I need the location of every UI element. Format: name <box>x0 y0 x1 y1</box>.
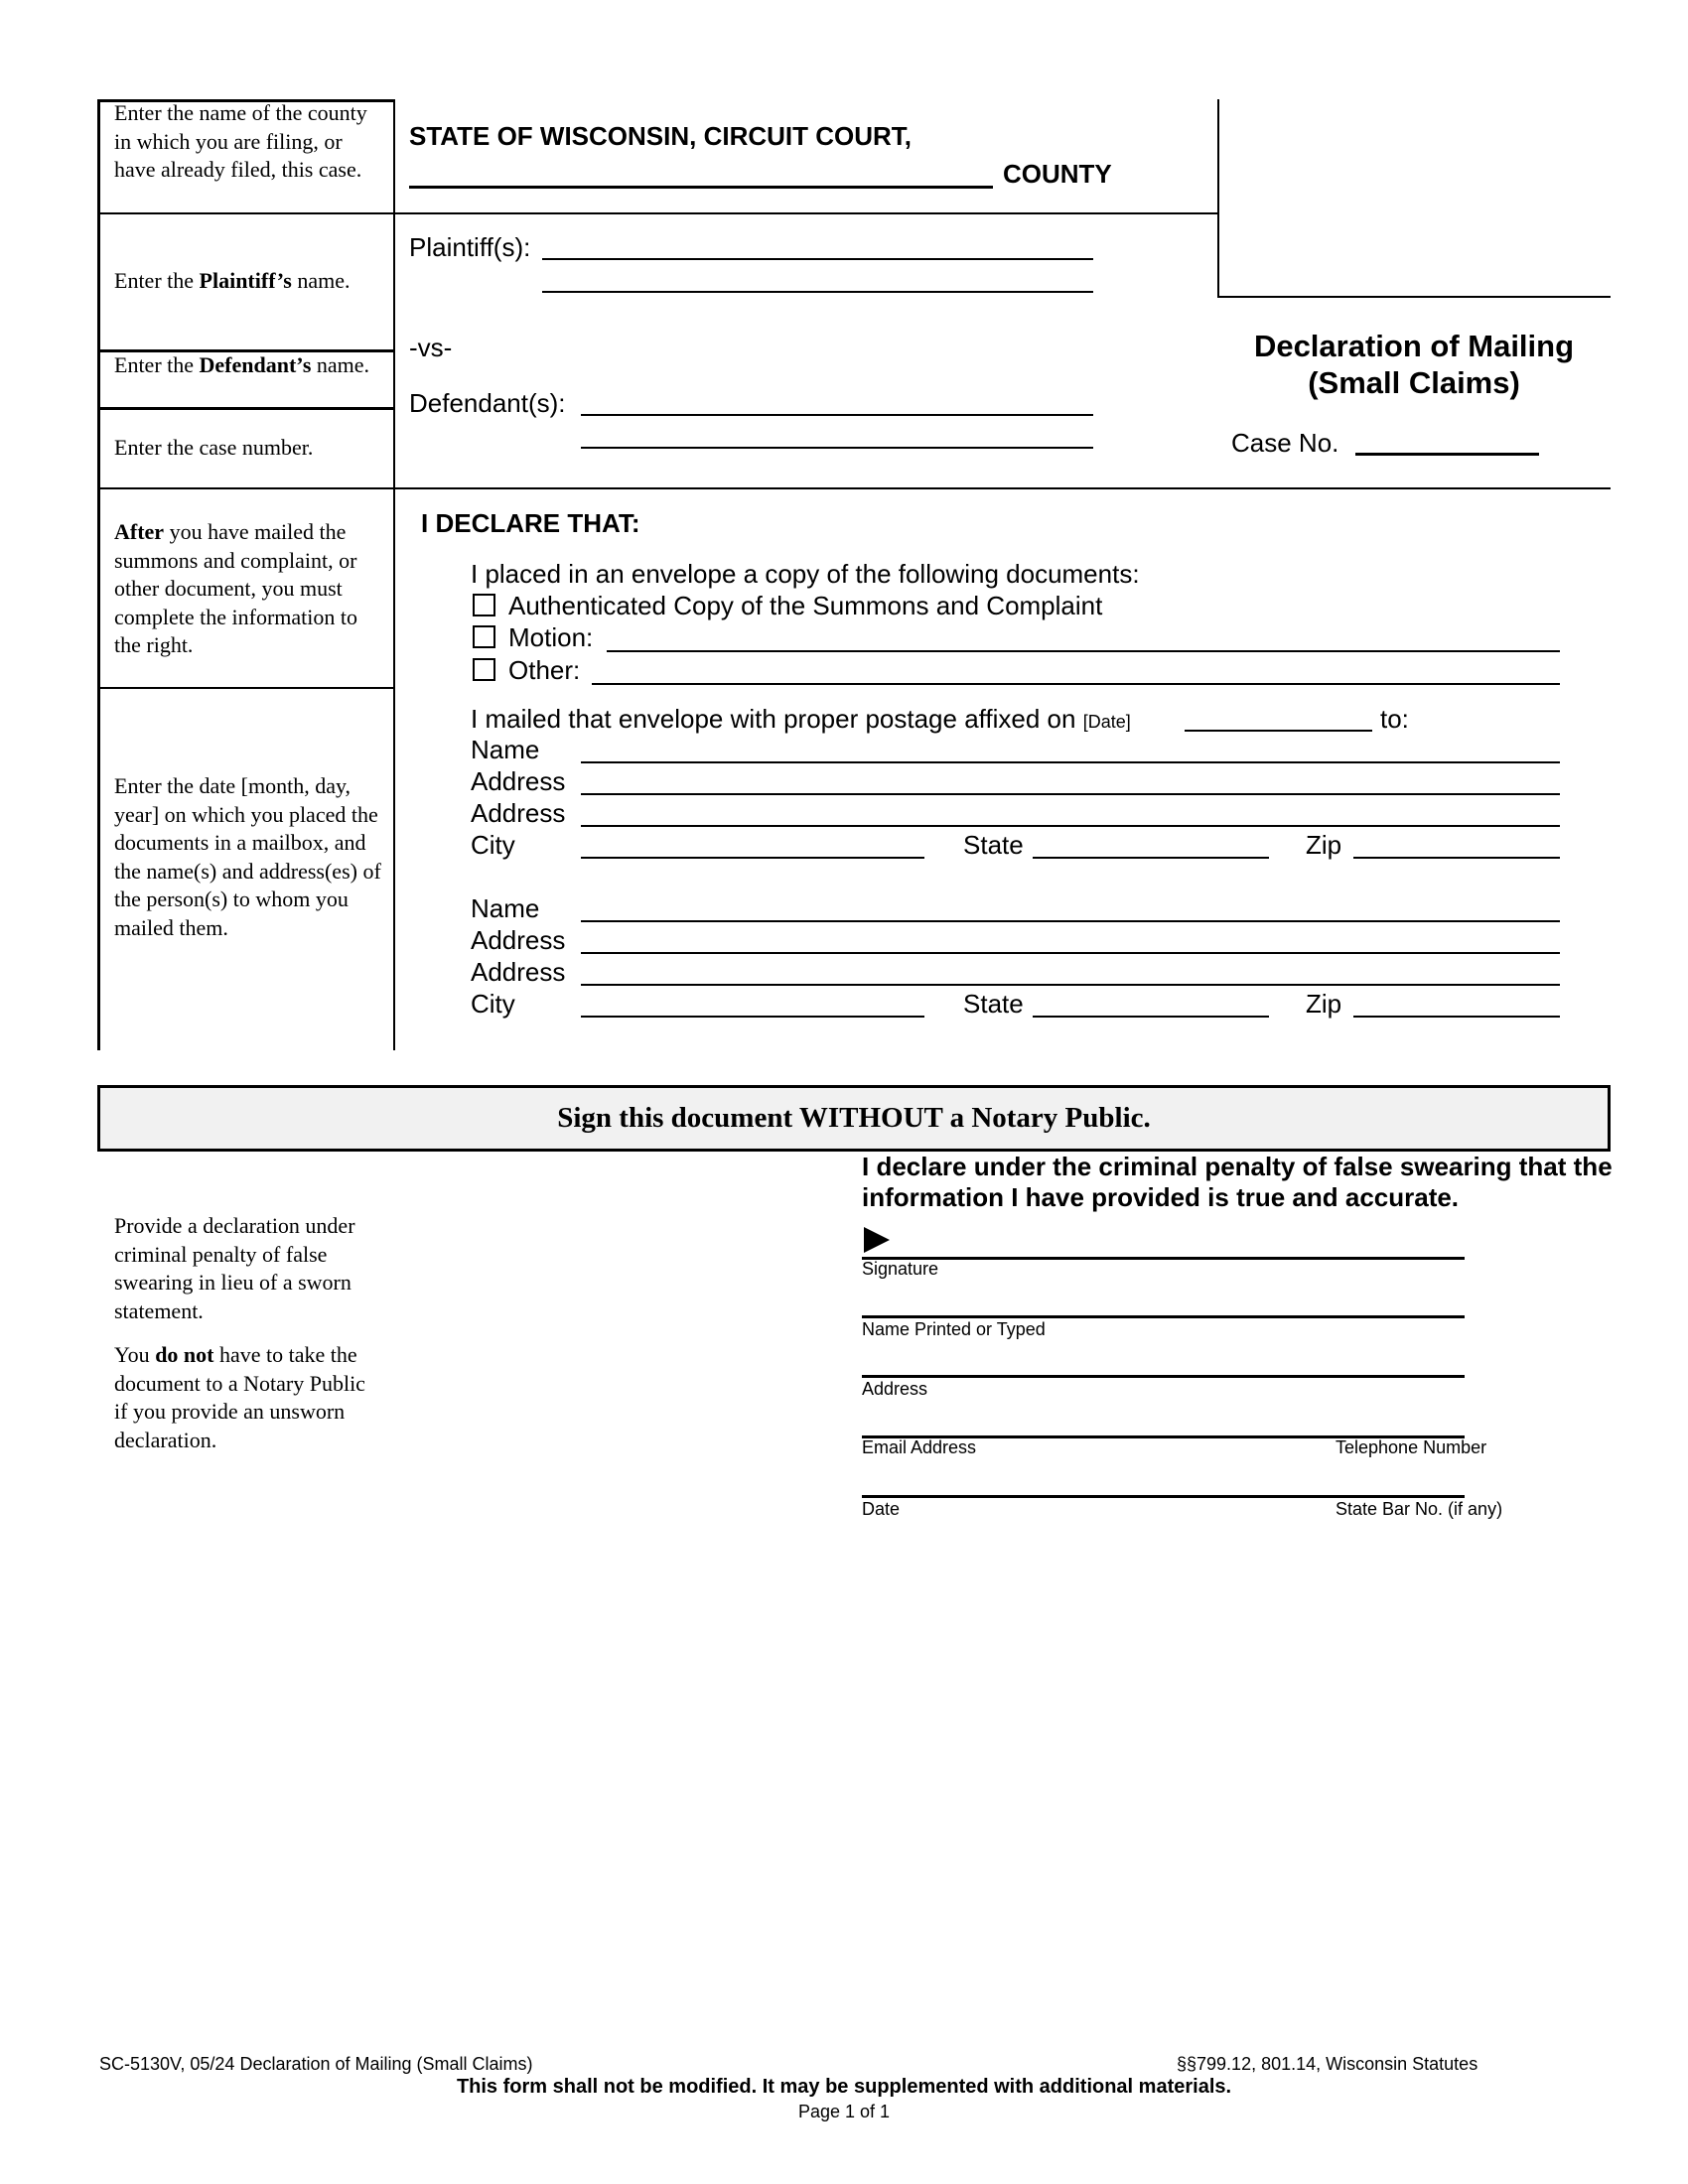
mailed-text <box>471 704 1131 737</box>
motion-input[interactable] <box>607 650 1560 652</box>
sign-banner: Sign this document WITHOUT a Notary Public. <box>97 1085 1611 1152</box>
column-divider <box>393 99 395 1050</box>
address-label: Address <box>471 798 566 828</box>
defendant-input[interactable] <box>581 414 1093 416</box>
form-title <box>1217 328 1611 401</box>
hint-text: Enter the <box>114 352 200 377</box>
option-label: Authenticated Copy of the Summons and Complaint <box>508 591 1103 620</box>
recipient-1-city-input[interactable] <box>581 857 924 859</box>
after-hint <box>114 518 382 660</box>
state-bar-label: State Bar No. (if any) <box>1336 1499 1503 1519</box>
name-label: Name <box>471 735 540 764</box>
motion-checkbox[interactable] <box>473 625 495 648</box>
name-label: Name <box>471 893 540 923</box>
recipient-1-address2-input[interactable] <box>581 825 1560 827</box>
divider <box>1217 99 1219 297</box>
sign-hint-2 <box>114 1341 382 1454</box>
hint-text: you have mailed the summons and complaint, or other document, you must complete the information to the right. <box>114 519 357 657</box>
name-printed-label: Name Printed or Typed <box>862 1319 1046 1339</box>
other-checkbox[interactable] <box>473 658 495 681</box>
county-label: COUNTY <box>1003 159 1112 189</box>
recipient-2-address2-input[interactable] <box>581 984 1560 986</box>
date-label: Date <box>862 1499 901 1519</box>
recipient-1-state-input[interactable] <box>1033 857 1269 859</box>
defendant-hint <box>114 351 382 380</box>
recipient-1-name-input[interactable] <box>581 761 1560 763</box>
case-no-input[interactable] <box>1355 453 1539 456</box>
recipient-2-city-input[interactable] <box>581 1016 924 1018</box>
telephone-label: Telephone Number <box>1336 1437 1487 1457</box>
defendant-label: Defendant(s): <box>409 388 566 418</box>
hint-text: name. <box>311 352 370 377</box>
recipient-1-zip-input[interactable] <box>1353 857 1560 859</box>
plaintiff-hint <box>114 267 392 296</box>
sign-hint-1: Provide a declaration under criminal penalty of false swearing in lieu of a sworn statement. <box>114 1213 355 1323</box>
court-name: STATE OF WISCONSIN, CIRCUIT COURT, <box>409 121 913 151</box>
vs-label: -vs- <box>409 333 453 362</box>
divider <box>97 687 395 689</box>
recipient-2-state-input[interactable] <box>1033 1016 1269 1018</box>
divider <box>97 407 395 410</box>
divider <box>97 212 1217 214</box>
email-label: Email Address <box>862 1437 977 1457</box>
divider <box>97 487 1611 489</box>
recipient-2-zip-input[interactable] <box>1353 1016 1560 1018</box>
name-printed-input[interactable] <box>862 1315 1465 1318</box>
hint-text: You <box>114 1342 156 1367</box>
state-label: State <box>963 830 1024 860</box>
mailed-label: I mailed that envelope with proper postage affixed on <box>471 704 1083 734</box>
left-border <box>97 99 100 1050</box>
date-bar-input[interactable] <box>862 1495 1465 1498</box>
option-label: Other: <box>508 655 581 685</box>
hint-bold: do not <box>155 1342 214 1367</box>
option-label: Motion: <box>508 622 594 652</box>
signer-address-input[interactable] <box>862 1375 1465 1378</box>
recipient-2-name-input[interactable] <box>581 920 1560 922</box>
summons-checkbox[interactable] <box>473 594 495 616</box>
plaintiff-input-2[interactable] <box>542 291 1093 293</box>
address-label: Address <box>471 957 566 987</box>
title-line: (Small Claims) <box>1308 365 1520 400</box>
hint-text: name. <box>291 268 351 293</box>
hint-text: have to take the document to a Notary Public if you provide an unsworn declaration. <box>114 1342 365 1452</box>
date-hint-label: [Date] <box>1082 712 1131 732</box>
recipient-2-address-input[interactable] <box>581 952 1560 954</box>
statutes: §§799.12, 801.14, Wisconsin Statutes <box>1177 2054 1478 2074</box>
signature-input[interactable] <box>862 1257 1465 1260</box>
address-label: Address <box>471 766 566 796</box>
address-label: Address <box>862 1379 928 1399</box>
hint-bold: Defendant’s <box>199 352 312 377</box>
county-hint: Enter the name of the county in which you are filing, or have already filed, this case. <box>114 100 367 182</box>
declare-intro: I placed in an envelope a copy of the following documents: <box>471 559 1140 589</box>
recipient-1-address-input[interactable] <box>581 793 1560 795</box>
date-hint: Enter the date [month, day, year] on which you placed the documents in a mailbox, and the name(s) and address(es) of the person(s) to whom you mailed them. <box>114 773 381 940</box>
hint-bold: Plaintiff’s <box>199 268 292 293</box>
divider <box>1217 296 1611 298</box>
footer-notice: This form shall not be modified. It may be supplemented with additional materials. <box>456 2076 1232 2098</box>
city-label: City <box>471 989 515 1019</box>
zip-label: Zip <box>1306 989 1342 1019</box>
city-label: City <box>471 830 515 860</box>
form-id: SC-5130V, 05/24 Declaration of Mailing (Small Claims) <box>99 2054 533 2074</box>
defendant-input-2[interactable] <box>581 447 1093 449</box>
hint-text: Enter the <box>114 268 200 293</box>
declare-heading: I DECLARE THAT: <box>421 508 640 538</box>
address-label: Address <box>471 925 566 955</box>
zip-label: Zip <box>1306 830 1342 860</box>
county-input[interactable] <box>409 186 993 189</box>
hint-bold: After <box>114 519 165 544</box>
title-line: Declaration of Mailing <box>1253 329 1575 363</box>
state-label: State <box>963 989 1024 1019</box>
signature-arrow-icon <box>864 1227 890 1253</box>
page-number: Page 1 of 1 <box>797 2102 891 2121</box>
plaintiff-input[interactable] <box>542 258 1093 260</box>
other-input[interactable] <box>592 683 1560 685</box>
to-label: to: <box>1380 704 1409 734</box>
case-hint: Enter the case number. <box>114 435 314 460</box>
declaration-statement: I declare under the criminal penalty of false swearing that the information I have provided is true and accurate. <box>862 1152 1613 1212</box>
case-no-label: Case No. <box>1231 428 1339 458</box>
mail-date-input[interactable] <box>1185 730 1372 732</box>
signature-label: Signature <box>862 1259 939 1279</box>
plaintiff-label: Plaintiff(s): <box>409 232 531 262</box>
